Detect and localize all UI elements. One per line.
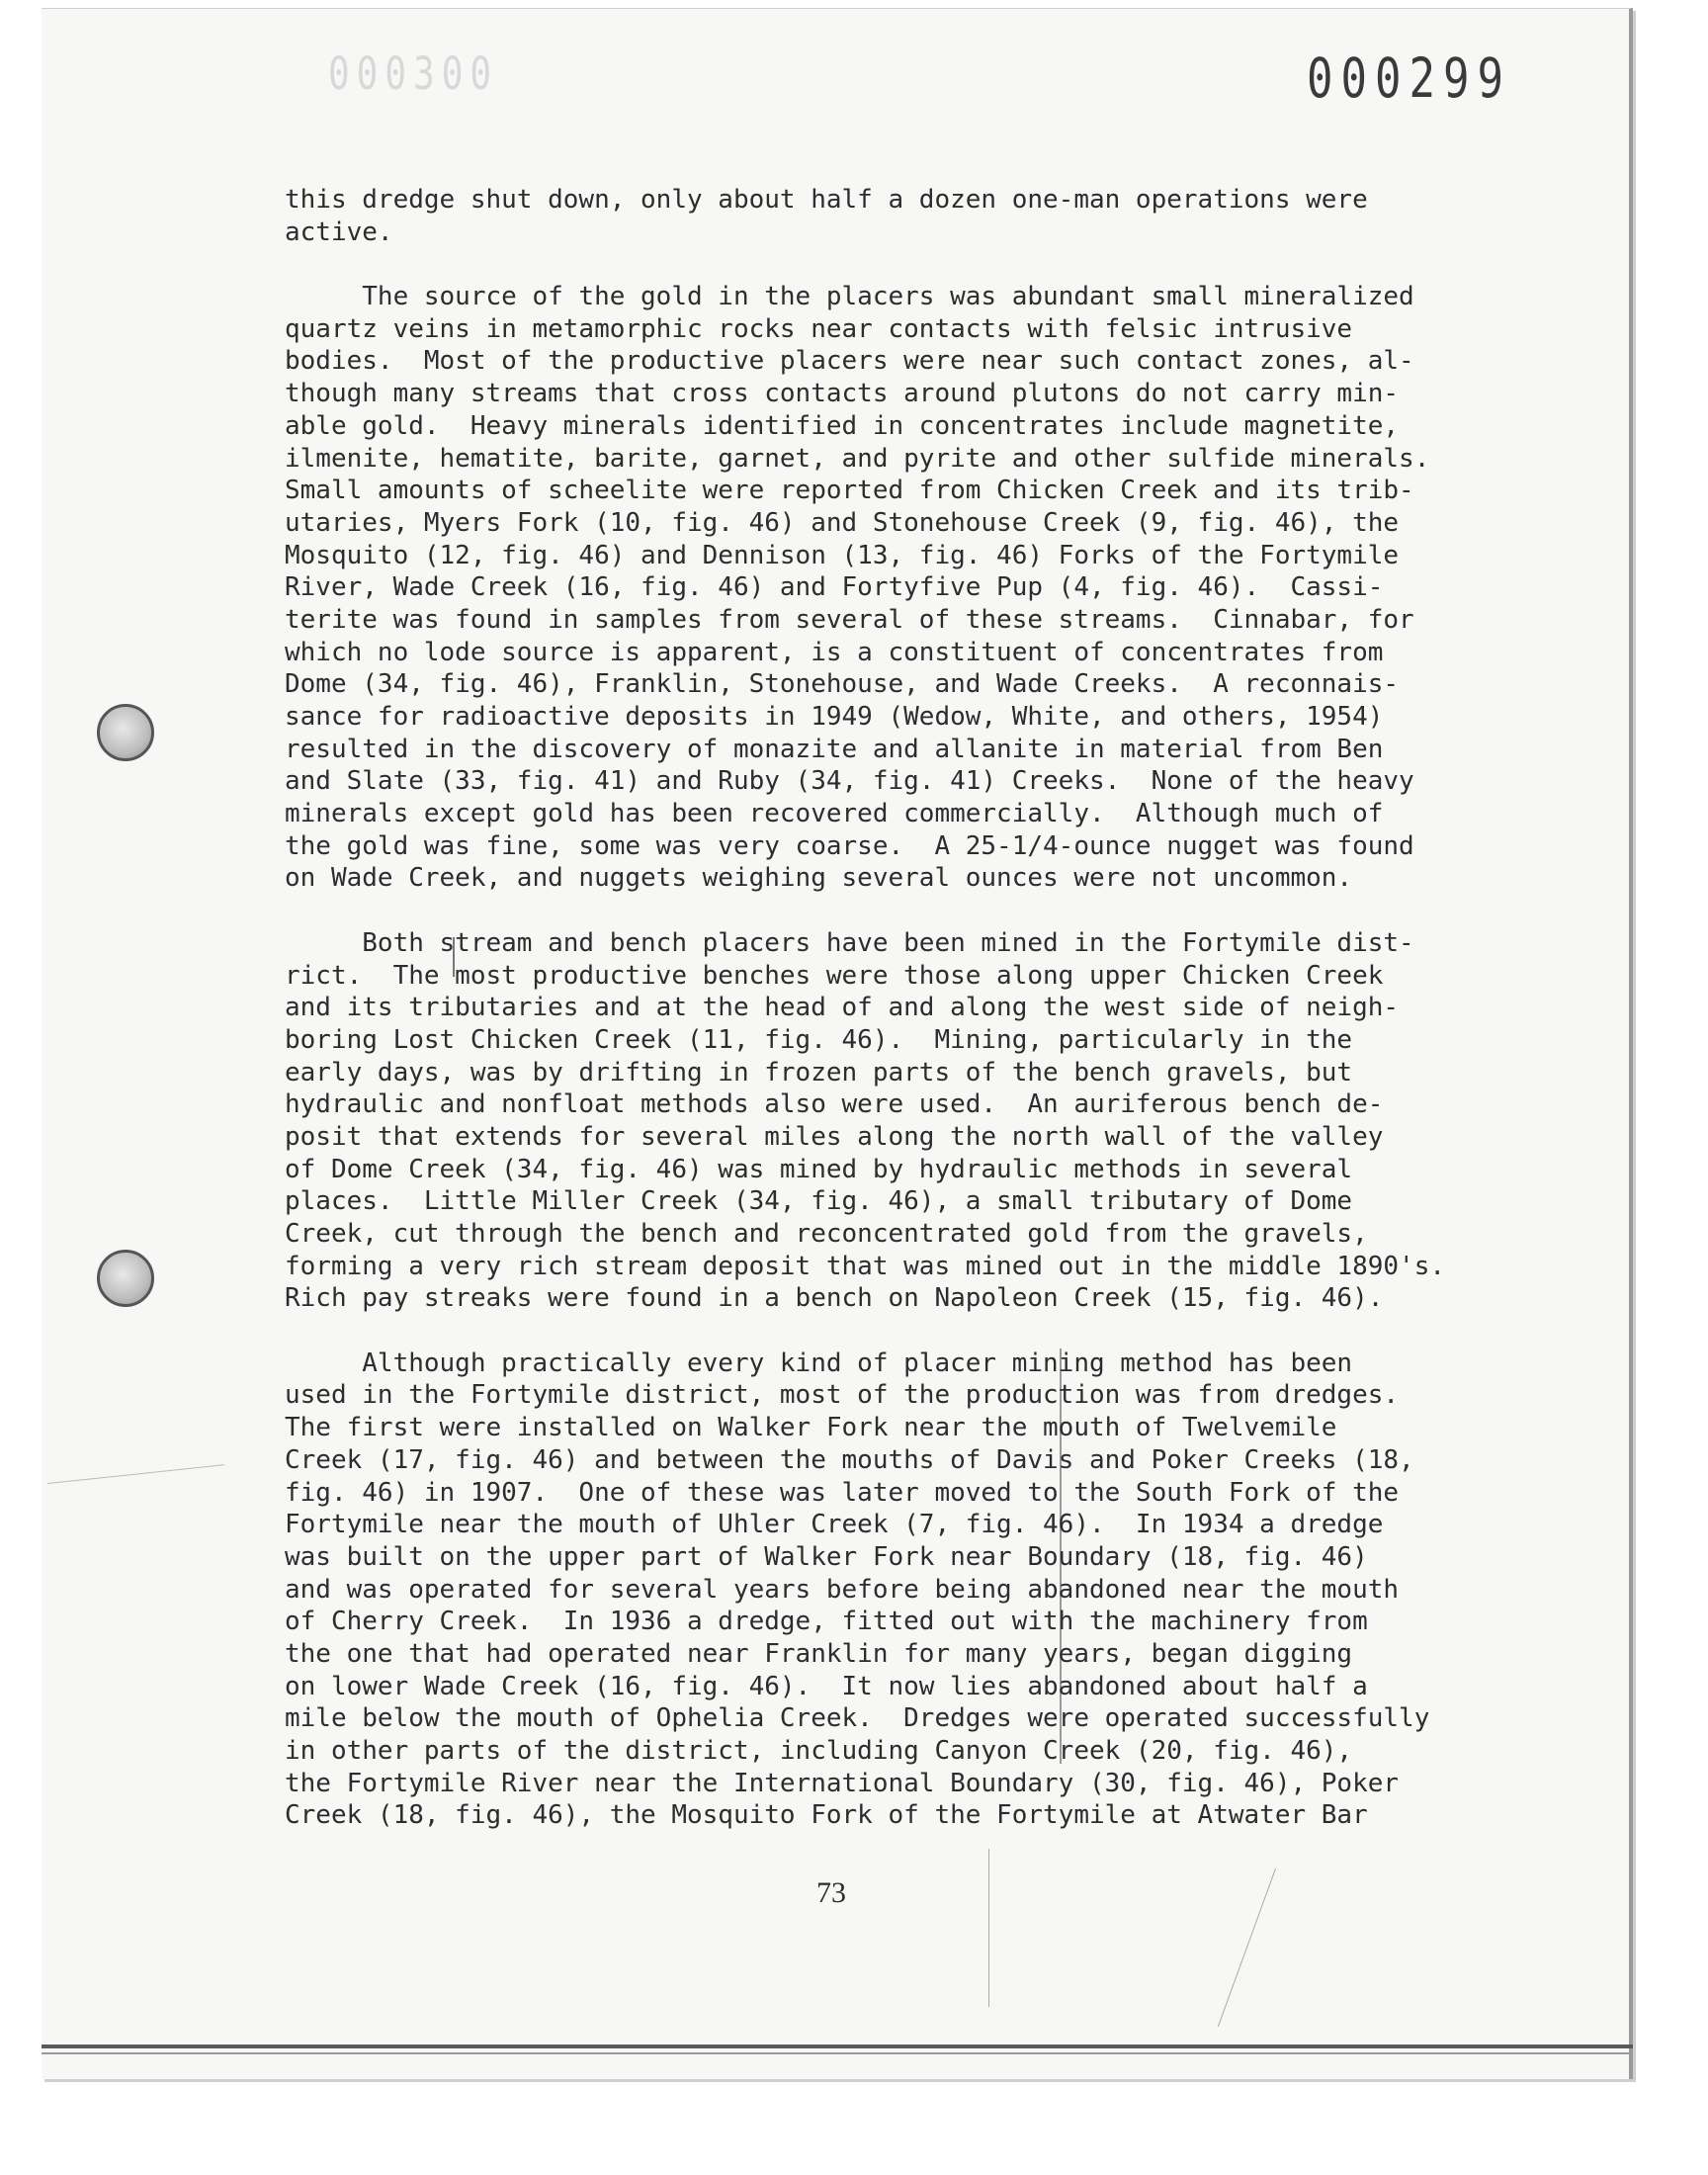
text-line: Both stream and bench placers have been mined in the Fortymile dist-	[285, 927, 1414, 958]
text-line: Creek (17, fig. 46) and between the mouths of Davis and Poker Creeks (18,	[285, 1444, 1414, 1475]
text-line: quartz veins in metamorphic rocks near contacts with felsic intrusive	[285, 313, 1353, 344]
paragraph	[285, 1348, 1530, 1832]
text-line: of Dome Creek (34, fig. 46) was mined by hydraulic methods in several	[285, 1154, 1353, 1184]
text-line: Rich pay streaks were found in a bench on Napoleon Creek (15, fig. 46).	[285, 1283, 1384, 1314]
text-line: posit that extends for several miles along the north wall of the valley	[285, 1121, 1384, 1152]
text-line: in other parts of the district, including Canyon Creek (20, fig. 46),	[285, 1736, 1353, 1766]
body-text	[285, 184, 1530, 1865]
ghost-page-id: 000300	[328, 49, 499, 101]
text-line: Dome (34, fig. 46), Franklin, Stonehouse, and Wade Creeks. A reconnais-	[285, 669, 1400, 700]
text-line: hydraulic and nonfloat methods also were used. An auriferous bench de-	[285, 1089, 1384, 1120]
punch-hole-top	[97, 704, 154, 761]
page-number: 73	[816, 1876, 846, 1909]
text-line: able gold. Heavy minerals identified in concentrates include magnetite,	[285, 410, 1400, 441]
page-bottom-edge	[42, 2044, 1633, 2048]
text-line: and its tributaries and at the head of and along the west side of neigh-	[285, 993, 1400, 1023]
text-line: Mosquito (12, fig. 46) and Dennison (13, fig. 46) Forks of the Fortymile	[285, 540, 1400, 570]
paragraph	[285, 184, 1530, 248]
text-line: the one that had operated near Franklin for many years, began digging	[285, 1638, 1353, 1669]
text-line: of Cherry Creek. In 1936 a dredge, fitted out with the machinery from	[285, 1607, 1368, 1637]
text-line: which no lode source is apparent, is a constituent of concentrates from	[285, 637, 1384, 667]
text-line: ilmenite, hematite, barite, garnet, and pyrite and other sulfide minerals.	[285, 443, 1430, 474]
text-line: fig. 46) in 1907. One of these was later moved to the South Fork of the	[285, 1477, 1400, 1508]
text-line: Small amounts of scheelite were reported from Chicken Creek and its trib-	[285, 476, 1414, 506]
paragraph	[285, 281, 1530, 895]
text-line: sance for radioactive deposits in 1949 (Wedow, White, and others, 1954)	[285, 702, 1384, 732]
text-line: Fortymile near the mouth of Uhler Creek (7, fig. 46). In 1934 a dredge	[285, 1510, 1384, 1540]
text-line: forming a very rich stream deposit that was mined out in the middle 1890's.	[285, 1251, 1445, 1281]
text-line: on lower Wade Creek (16, fig. 46). It now lies abandoned about half a	[285, 1671, 1368, 1701]
text-line: though many streams that cross contacts around plutons do not carry min-	[285, 379, 1400, 409]
text-line: and Slate (33, fig. 41) and Ruby (34, fig. 41) Creeks. None of the heavy	[285, 766, 1414, 797]
pencil-mark	[988, 1849, 989, 2007]
text-line: on Wade Creek, and nuggets weighing several ounces were not uncommon.	[285, 863, 1353, 894]
text-line: was built on the upper part of Walker Fork near Boundary (18, fig. 46)	[285, 1541, 1368, 1572]
punch-hole-bottom	[97, 1250, 154, 1307]
text-line: terite was found in samples from several of these streams. Cinnabar, for	[285, 604, 1414, 635]
page-id-stamp: 000299	[1307, 47, 1511, 111]
text-line: utaries, Myers Fork (10, fig. 46) and Stonehouse Creek (9, fig. 46), the	[285, 507, 1400, 538]
text-line: Creek, cut through the bench and reconcentrated gold from the gravels,	[285, 1219, 1368, 1249]
text-line: and was operated for several years before being abandoned near the mouth	[285, 1574, 1400, 1605]
text-line: The first were installed on Walker Fork near the mouth of Twelvemile	[285, 1413, 1337, 1443]
text-line: River, Wade Creek (16, fig. 46) and Fortyfive Pup (4, fig. 46). Cassi-	[285, 572, 1384, 603]
text-line: bodies. Most of the productive placers were near such contact zones, al-	[285, 346, 1414, 377]
text-line: The source of the gold in the placers was abundant small mineralized	[285, 282, 1414, 312]
paragraph	[285, 927, 1530, 1315]
text-line: the Fortymile River near the International Boundary (30, fig. 46), Poker	[285, 1768, 1400, 1798]
text-line: this dredge shut down, only about half a dozen one-man operations were	[285, 185, 1368, 215]
text-line: resulted in the discovery of monazite and allanite in material from Ben	[285, 734, 1384, 764]
text-line: mile below the mouth of Ophelia Creek. Dredges were operated successfully	[285, 1703, 1430, 1734]
text-line: minerals except gold has been recovered commercially. Although much of	[285, 799, 1384, 829]
text-line: the gold was fine, some was very coarse. A 25-1/4-ounce nugget was found	[285, 830, 1414, 861]
text-line: used in the Fortymile district, most of the production was from dredges.	[285, 1380, 1400, 1411]
text-line: Creek (18, fig. 46), the Mosquito Fork of the Fortymile at Atwater Bar	[285, 1800, 1368, 1831]
page-bottom-edge-shadow	[42, 2052, 1633, 2054]
text-line: early days, was by drifting in frozen parts of the bench gravels, but	[285, 1057, 1353, 1088]
text-line: places. Little Miller Creek (34, fig. 46), a small tributary of Dome	[285, 1186, 1353, 1217]
text-line: boring Lost Chicken Creek (11, fig. 46). Mining, particularly in the	[285, 1024, 1353, 1055]
text-line: rict. The most productive benches were those along upper Chicken Creek	[285, 960, 1384, 991]
text-line: Although practically every kind of placer mining method has been	[285, 1348, 1353, 1378]
text-line: active.	[285, 217, 393, 247]
